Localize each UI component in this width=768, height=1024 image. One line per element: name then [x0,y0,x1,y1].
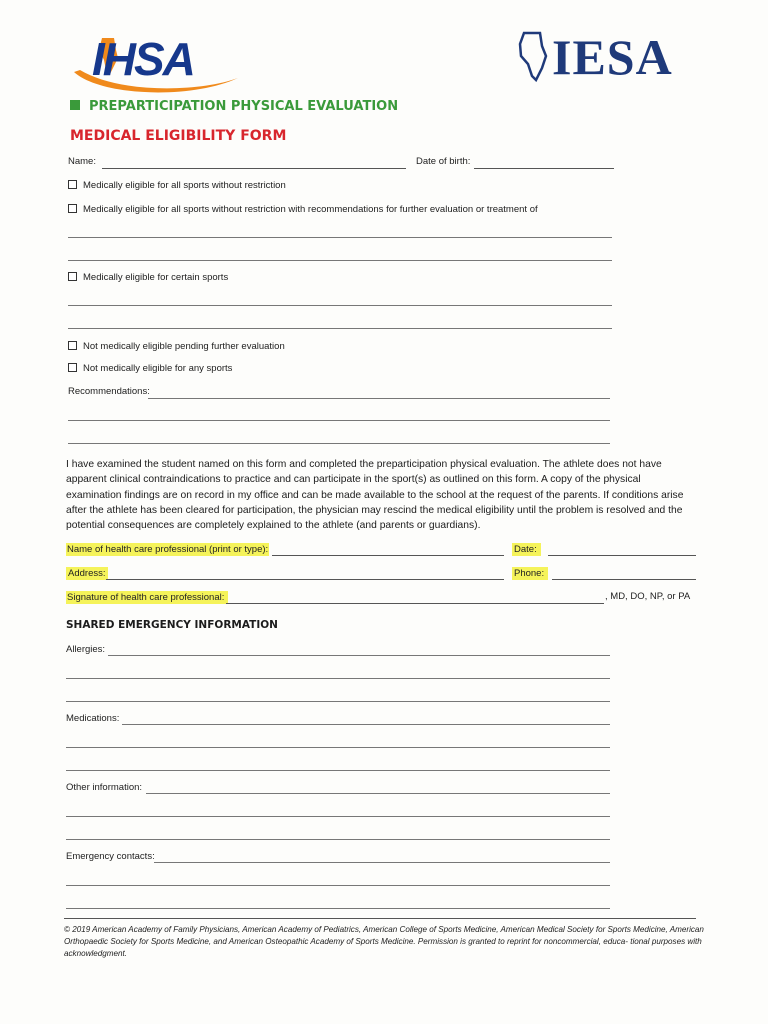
provider-address-label: Address: [68,568,106,579]
emergency-contacts-field-2[interactable] [66,885,610,886]
dob-label: Date of birth: [416,156,471,167]
dob-field[interactable] [474,168,614,169]
other-information-label: Other information: [66,782,143,793]
recommendations-field-1[interactable] [148,398,610,399]
provider-date-field[interactable] [548,555,696,556]
allergies-field-1[interactable] [108,655,610,656]
checkbox-eligible-with-recommendations[interactable] [68,204,77,213]
checkbox-not-eligible-any[interactable] [68,363,77,372]
option-not-eligible-pending[interactable] [68,341,285,352]
other-information-field-2[interactable] [66,816,610,817]
recommendations-field-2[interactable] [68,420,610,421]
provider-phone-label: Phone: [512,567,548,580]
option-eligible-with-recommendations-label: Medically eligible for all sports without restriction with recommendations for further evaluation or treatment of [83,204,538,215]
iesa-logo [516,28,696,84]
checkbox-not-eligible-pending[interactable] [68,341,77,350]
recommendations-label: Recommendations: [68,386,150,397]
emergency-heading: SHARED EMERGENCY INFORMATION [66,619,278,631]
option-eligible-all-label: Medically eligible for all sports without restriction [83,180,286,191]
section-heading [70,99,398,114]
name-label: Name: [68,156,96,167]
checkbox-eligible-all[interactable] [68,180,77,189]
emergency-contacts-field-1[interactable] [154,862,610,863]
provider-date-label: Date: [512,543,541,556]
emergency-contacts-label: Emergency contacts: [66,851,155,862]
checkbox-eligible-certain[interactable] [68,272,77,281]
provider-name-field[interactable] [272,555,504,556]
allergies-label: Allergies: [66,644,106,655]
option-not-eligible-any-label: Not medically eligible for any sports [83,363,233,374]
iesa-logo-text: IESA [552,29,673,85]
option-not-eligible-pending-label: Not medically eligible pending further evaluation [83,341,285,352]
provider-name-label: Name of health care professional (print or type): [67,544,269,555]
provider-address-field[interactable] [106,579,504,580]
illinois-outline-icon [516,30,550,82]
allergies-field-3[interactable] [66,701,610,702]
footer-divider [64,918,696,919]
provider-phone-field[interactable] [552,579,696,580]
certain-sports-line-2[interactable] [68,328,612,329]
provider-signature-field[interactable] [226,603,604,604]
certain-sports-line-1[interactable] [68,305,612,306]
provider-credentials: , MD, DO, NP, or PA [605,591,691,602]
ihsa-logo [70,26,242,96]
option-not-eligible-any[interactable] [68,363,232,374]
ihsa-logo-text: IHSA [92,33,194,85]
recommendations-field-3[interactable] [68,443,610,444]
copyright-footnote: © 2019 American Academy of Family Physicians, American Academy of Pediatrics, American College of Sports Medicine, American Medical Society for Sports Medicine, American Orthopaedic Society for Sports Medicine, and American Osteopathic Academy of Sports Medicine. Permission is granted to reprint for noncommercial, educa- tional purposes with acknowledgment. [64,925,704,958]
medications-field-2[interactable] [66,747,610,748]
recommendations-line-1[interactable] [68,237,612,238]
option-eligible-all[interactable] [68,180,286,191]
provider-signature-label: Signature of health care professional: [66,591,228,604]
physician-statement: I have examined the student named on this form and completed the preparticipation physical evaluation. The athlete does not have apparent clinical contraindications to practice and can participate in the sport(s) as outlined on this form. A copy of the physical examination findings are on record in my office and can be made available to the school at the request of the parents. If conditions arise after the athlete has been cleared for participation, the physician may rescind the medical eligibility until the problem is resolved and the potential consequences are completely explained to the athlete (and parents or guardians). [66,459,684,532]
name-field[interactable] [102,168,406,169]
option-eligible-with-recommendations[interactable] [68,204,538,215]
option-eligible-certain-label: Medically eligible for certain sports [83,272,229,283]
medications-label: Medications: [66,713,120,724]
medications-field-3[interactable] [66,770,610,771]
other-information-field-1[interactable] [146,793,610,794]
emergency-contacts-field-3[interactable] [66,908,610,909]
other-information-field-3[interactable] [66,839,610,840]
allergies-field-2[interactable] [66,678,610,679]
section-heading-text: PREPARTICIPATION PHYSICAL EVALUATION [89,99,399,114]
recommendations-line-2[interactable] [68,260,612,261]
medications-field-1[interactable] [122,724,610,725]
green-square-bullet [70,100,80,110]
option-eligible-certain[interactable] [68,272,228,283]
form-title: MEDICAL ELIGIBILITY FORM [70,128,287,144]
